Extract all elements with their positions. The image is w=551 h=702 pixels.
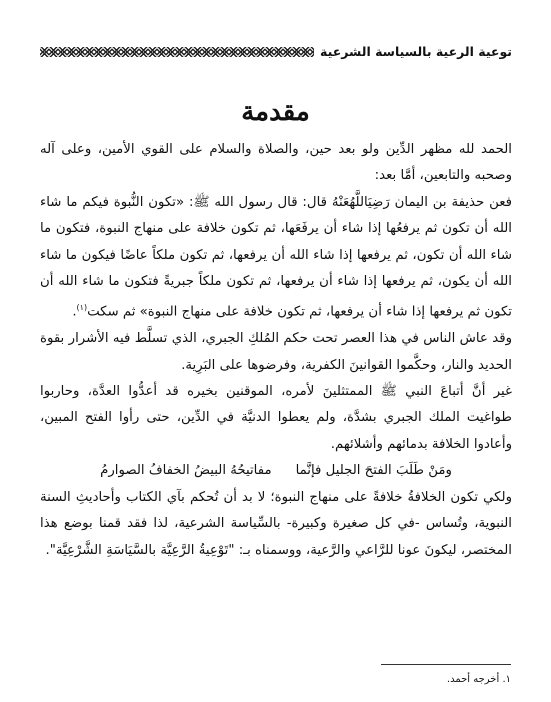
paragraph-followers: غير أنَّ أتباعَ النبي ﷺ الممتثلينَ لأمره، الموقنين بخيره قد أعدُّوا العدَّة، وحاربوا طواغيت الملك الجبري بشدَّة، ولم يعطوا الدنيَّة في الدِّين، حتى رأوا الفتح المبين، وأعادوا الخلافة بدمائهم وأشلائهم. xyxy=(40,384,512,452)
body-text xyxy=(40,137,512,564)
footnote-reference: (١) xyxy=(76,303,88,313)
verse-first-hemistich: ومَنْ طَلَبَ الفتحَ الجليل فإنَّما xyxy=(295,463,452,479)
hadith-text: فعن حذيفة بن اليمان رَضِيَاللَّهُعَنْهُ قال: قال رسول الله ﷺ: «تكون النُّبوة فيكم ما شاء الله أن تكون ثم يرفعُها إذا شاء أن يرفَعَها، ثم تكون خلافة على منهاج النبوة، فتكون ما شاء الله أن تكون، ثم يرفعها إذا شاء الله أن يرفعها، ثم تكون ملكاً عاضًا فيكون ما شاء الله أن يكون، ثم يرفعها إذا شاء أن يرفعها، ثم تكون ملكاً جبريةً فتكون ما شاء الله أن تكون ثم يرفعها إذا شاء أن يرفعها، ثم تكون خلافة على منهاج النبوة» ثم سكت xyxy=(40,194,512,320)
paragraph-era: وقد عاش الناس في هذا العصر تحت حكم المُلكِ الجبري، الذي تسلَّط فيه الأشرار بقوة الحديد والنار، وحكَّموا القوانينَ الكفرية، وفرضوها على البَرِية. xyxy=(40,331,512,373)
header-ornament-band xyxy=(40,47,314,57)
paragraph-opening: الحمد لله مظهر الدِّين ولو بعد حين، والصلاة والسلام على القوي الأمين، وعلى آله وصحبه والتابعين، أمَّا بعد: xyxy=(40,142,512,184)
verse-second-hemistich: مفاتيحُهُ البيضُ الخفافُ الصوارمُ xyxy=(100,463,272,479)
running-header xyxy=(40,44,512,60)
paragraph-purpose: ولكي تكون الخلافةُ خلافةً على منهاج النبوة؛ لا بد أن تُحكم بآي الكتاب وأحاديثِ السنة النبوية، وتُساس -في كل صغيرة وكبيرة- بالسِّياسة الشرعية، لذا فقد قمنا بوضع هذا المختصر، ليكونَ عونا للرَّاعي والرَّعية، ووسمناه بـ: "تَوْعِيةُ الرَّعِيَّة بالسَّيَاسَةِ الشَّرْعِيَّة". xyxy=(40,489,512,558)
poetry-verse xyxy=(40,458,512,484)
chapter-title: مقدمة xyxy=(241,97,310,127)
footnote: ١. أخرجه أحمد. xyxy=(446,674,511,685)
paragraph-hadith: فعن حذيفة بن اليمان رَضِيَاللَّهُعَنْهُ قال: قال رسول الله ﷺ: «تكون النُّبوة فيكم ما شاء الله أن تكون ثم يرفعُها إذا شاء أن يرفَعَها، ثم تكون خلافة على منهاج النبوة، فتكون ما شاء الله أن تكون، ثم يرفعها إذا شاء الله أن يرفعها، ثم تكون ملكاً عاضًا فيكون ما شاء الله أن يكون، ثم يرفعها إذا شاء أن يرفعها، ثم تكون ملكاً جبريةً فتكون ما شاء الله أن تكون ثم يرفعها إذا شاء أن يرفعها، ثم تكون خلافة على منهاج النبوة» ثم سكت$^{(١)}$. xyxy=(40,194,512,320)
footnote-divider xyxy=(381,664,511,665)
running-header-title: توعية الرعية بالسياسة الشرعية xyxy=(320,44,512,59)
